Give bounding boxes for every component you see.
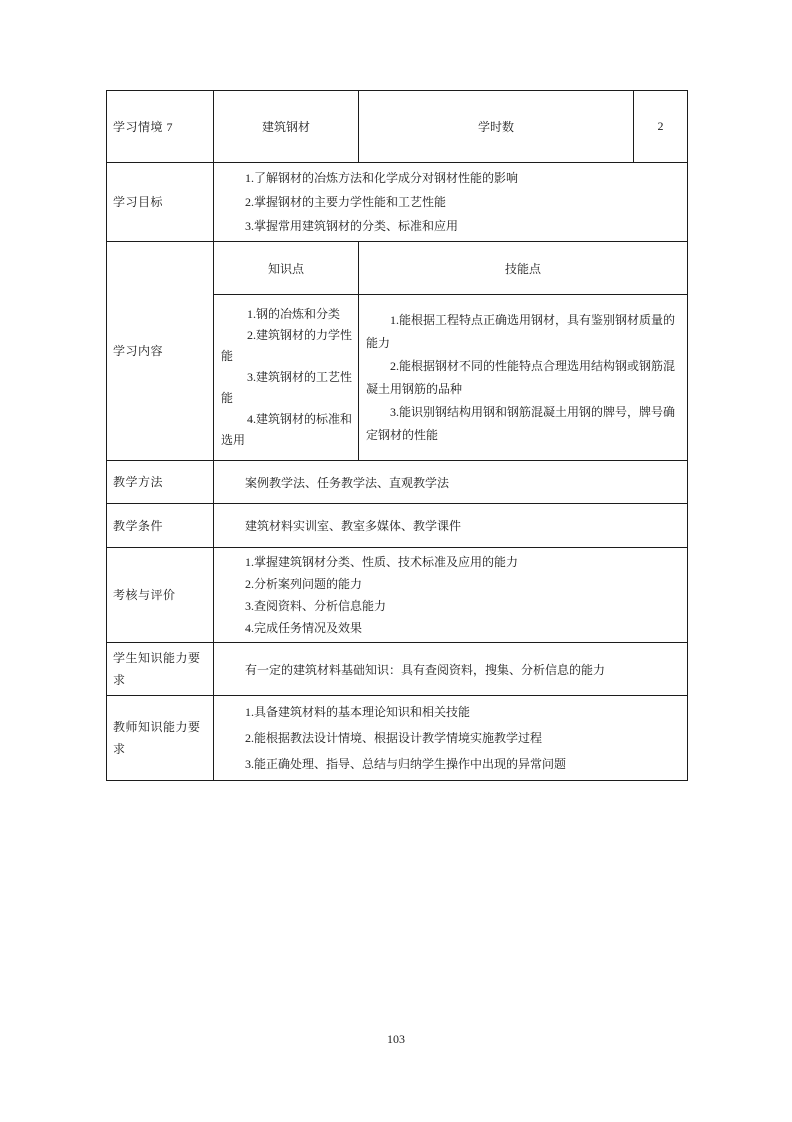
skill-item: 2.能根据钢材不同的性能特点合理选用结构钢或钢筋混凝土用钢筋的品种 bbox=[366, 358, 676, 396]
knowledge-item: 2.建筑钢材的力学性能 bbox=[221, 328, 353, 363]
course-name: 建筑钢材 bbox=[214, 91, 359, 163]
assessment-item: 4.完成任务情况及效果 bbox=[245, 621, 363, 635]
skill-item: 3.能识别钢结构用钢和钢筋混凝土用钢的牌号，牌号确定钢材的性能 bbox=[366, 404, 676, 442]
skill-points-content bbox=[359, 295, 688, 461]
learning-content-label: 学习内容 bbox=[107, 242, 214, 461]
knowledge-points-header: 知识点 bbox=[214, 242, 359, 295]
teacher-requirement-item: 1.具备建筑材料的基本理论知识和相关技能 bbox=[245, 705, 471, 719]
assessment-item: 2.分析案列问题的能力 bbox=[245, 577, 363, 591]
table-row bbox=[107, 91, 688, 163]
skill-points-header: 技能点 bbox=[359, 242, 688, 295]
assessment-label: 考核与评价 bbox=[107, 548, 214, 643]
assessment-content bbox=[214, 548, 688, 643]
teaching-conditions-label: 教学条件 bbox=[107, 504, 214, 548]
learning-objectives-label: 学习目标 bbox=[107, 163, 214, 242]
assessment-item: 1.掌握建筑钢材分类、性质、技术标准及应用的能力 bbox=[245, 555, 519, 569]
table-row bbox=[107, 242, 688, 295]
hours-value: 2 bbox=[634, 91, 688, 163]
table-row bbox=[107, 548, 688, 643]
learning-situation-label: 学习情境 7 bbox=[107, 91, 214, 163]
teaching-methods-label: 教学方法 bbox=[107, 461, 214, 504]
teacher-requirement-item: 2.能根据教法设计情境、根据设计教学情境实施教学过程 bbox=[245, 731, 543, 745]
table-row bbox=[107, 643, 688, 696]
learning-objectives-content bbox=[214, 163, 688, 242]
page-number: 103 bbox=[387, 1032, 405, 1046]
knowledge-item: 1.钢的冶炼和分类 bbox=[247, 307, 341, 321]
table-row bbox=[107, 696, 688, 781]
table-row bbox=[107, 461, 688, 504]
assessment-item: 3.查阅资料、分析信息能力 bbox=[245, 599, 387, 613]
knowledge-item: 3.建筑钢材的工艺性能 bbox=[221, 370, 353, 405]
skill-item: 1.能根据工程特点正确选用钢材，具有鉴别钢材质量的能力 bbox=[366, 312, 676, 350]
student-requirements-content: 有一定的建筑材料基础知识：具有查阅资料，搜集、分析信息的能力 bbox=[214, 643, 688, 696]
teaching-conditions-content: 建筑材料实训室、教室多媒体、教学课件 bbox=[214, 504, 688, 548]
hours-label: 学时数 bbox=[359, 91, 634, 163]
teacher-requirements-label: 教师知识能力要求 bbox=[107, 696, 214, 781]
student-requirements-label: 学生知识能力要求 bbox=[107, 643, 214, 696]
objective-item: 3.掌握常用建筑钢材的分类、标准和应用 bbox=[245, 219, 459, 233]
knowledge-points-content bbox=[214, 295, 359, 461]
table-row bbox=[107, 163, 688, 242]
objective-item: 1.了解钢材的冶炼方法和化学成分对钢材性能的影响 bbox=[245, 171, 519, 185]
lesson-plan-table bbox=[106, 90, 688, 781]
teacher-requirement-item: 3.能正确处理、指导、总结与归纳学生操作中出现的异常问题 bbox=[245, 757, 567, 771]
teaching-methods-content: 案例教学法、任务教学法、直观教学法 bbox=[214, 461, 688, 504]
objective-item: 2.掌握钢材的主要力学性能和工艺性能 bbox=[245, 195, 447, 209]
table-row bbox=[107, 504, 688, 548]
knowledge-item: 4.建筑钢材的标准和选用 bbox=[221, 412, 353, 447]
teacher-requirements-content bbox=[214, 696, 688, 781]
